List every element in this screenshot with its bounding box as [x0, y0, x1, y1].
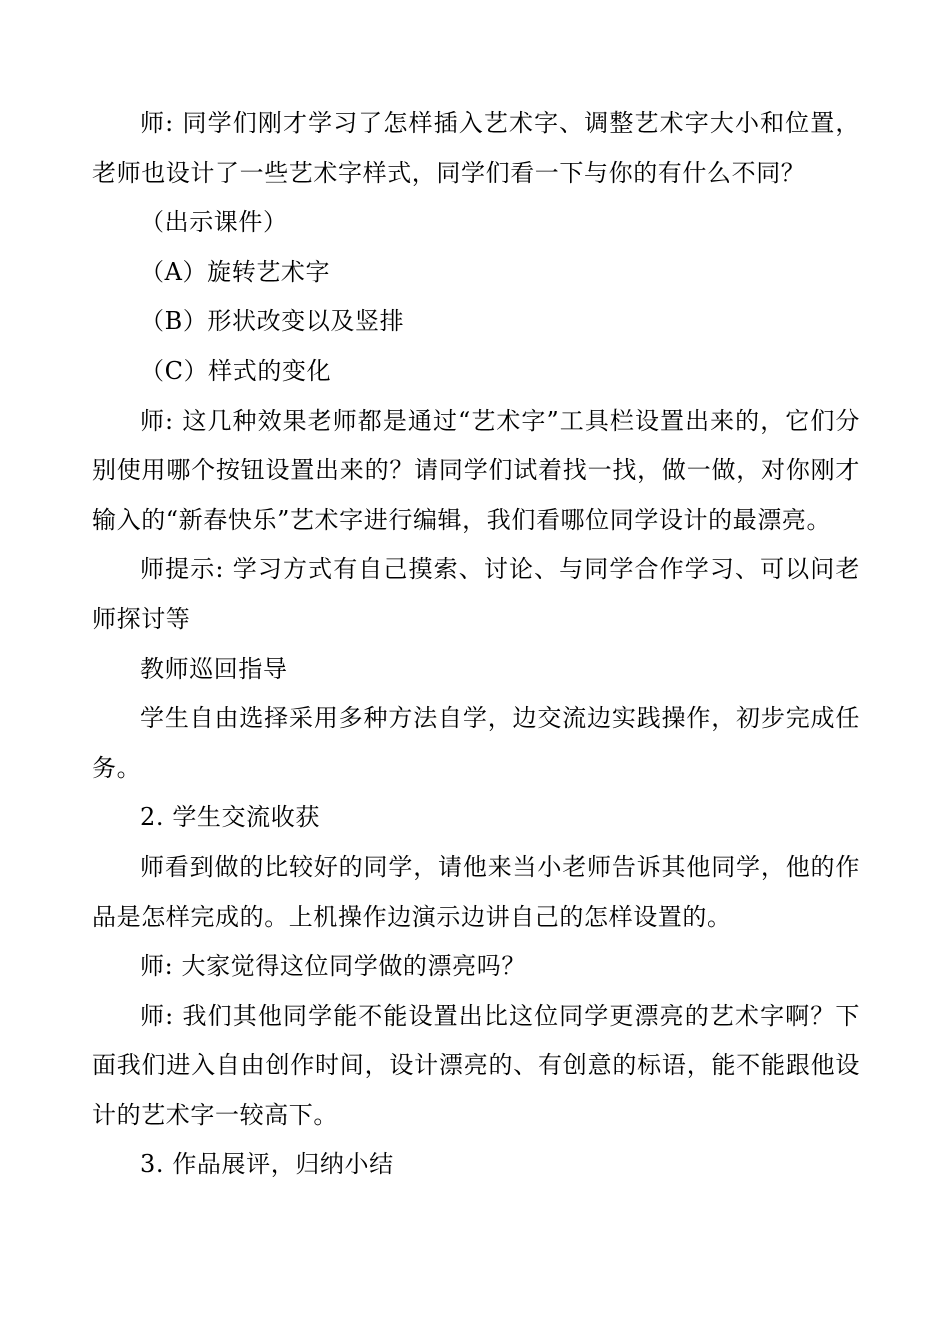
paragraph-option-b: （B）形状改变以及竖排 [140, 307, 405, 336]
paragraph-good-student: 师看到做的比较好的同学，请他来当小老师告诉其他同学，他的作品是怎样完成的。上机操作边演示边讲自己的怎样设置的。 [92, 852, 860, 931]
paragraph-free-creation: 师: 我们其他同学能不能设置出比这位同学更漂亮的艺术字啊？下面我们进入自由创作时间，设计漂亮的、有创意的标语，能不能跟他设计的艺术字一较高下。 [92, 1001, 860, 1129]
paragraph-student-selfstudy: 学生自由选择采用多种方法自学，边交流边实践操作，初步完成任务。 [92, 704, 860, 782]
paragraph-teacher-effects: 师: 这几种效果老师都是通过“艺术字”工具栏设置出来的，它们分别使用哪个按钮设置出来的？请同学们试着找一找，做一做，对你刚才输入的“新春快乐”艺术字进行编辑，我们看哪位同学设计的最漂亮。 [92, 406, 860, 534]
paragraph-teacher-hint: 师提示: 学习方式有自己摸索、讨论、与同学合作学习、可以问老师探讨等 [92, 555, 860, 633]
paragraph-show-courseware: （出示课件） [140, 208, 288, 237]
paragraph-teacher-intro: 师: 同学们刚才学习了怎样插入艺术字、调整艺术字大小和位置，老师也设计了一些艺术字样式，同学们看一下与你的有什么不同？ [92, 109, 860, 187]
section-heading-3: 3. 作品展评，归纳小结 [140, 1150, 394, 1179]
document-page [92, 99, 860, 1190]
paragraph-teacher-question: 师: 大家觉得这位同学做的漂亮吗？ [140, 952, 526, 981]
paragraph-option-a: （A）旋转艺术字 [140, 257, 331, 286]
paragraph-teacher-guidance: 教师巡回指导 [140, 654, 288, 683]
section-heading-2: 2. 学生交流收获 [140, 803, 320, 832]
paragraph-option-c: （C）样式的变化 [140, 356, 332, 385]
